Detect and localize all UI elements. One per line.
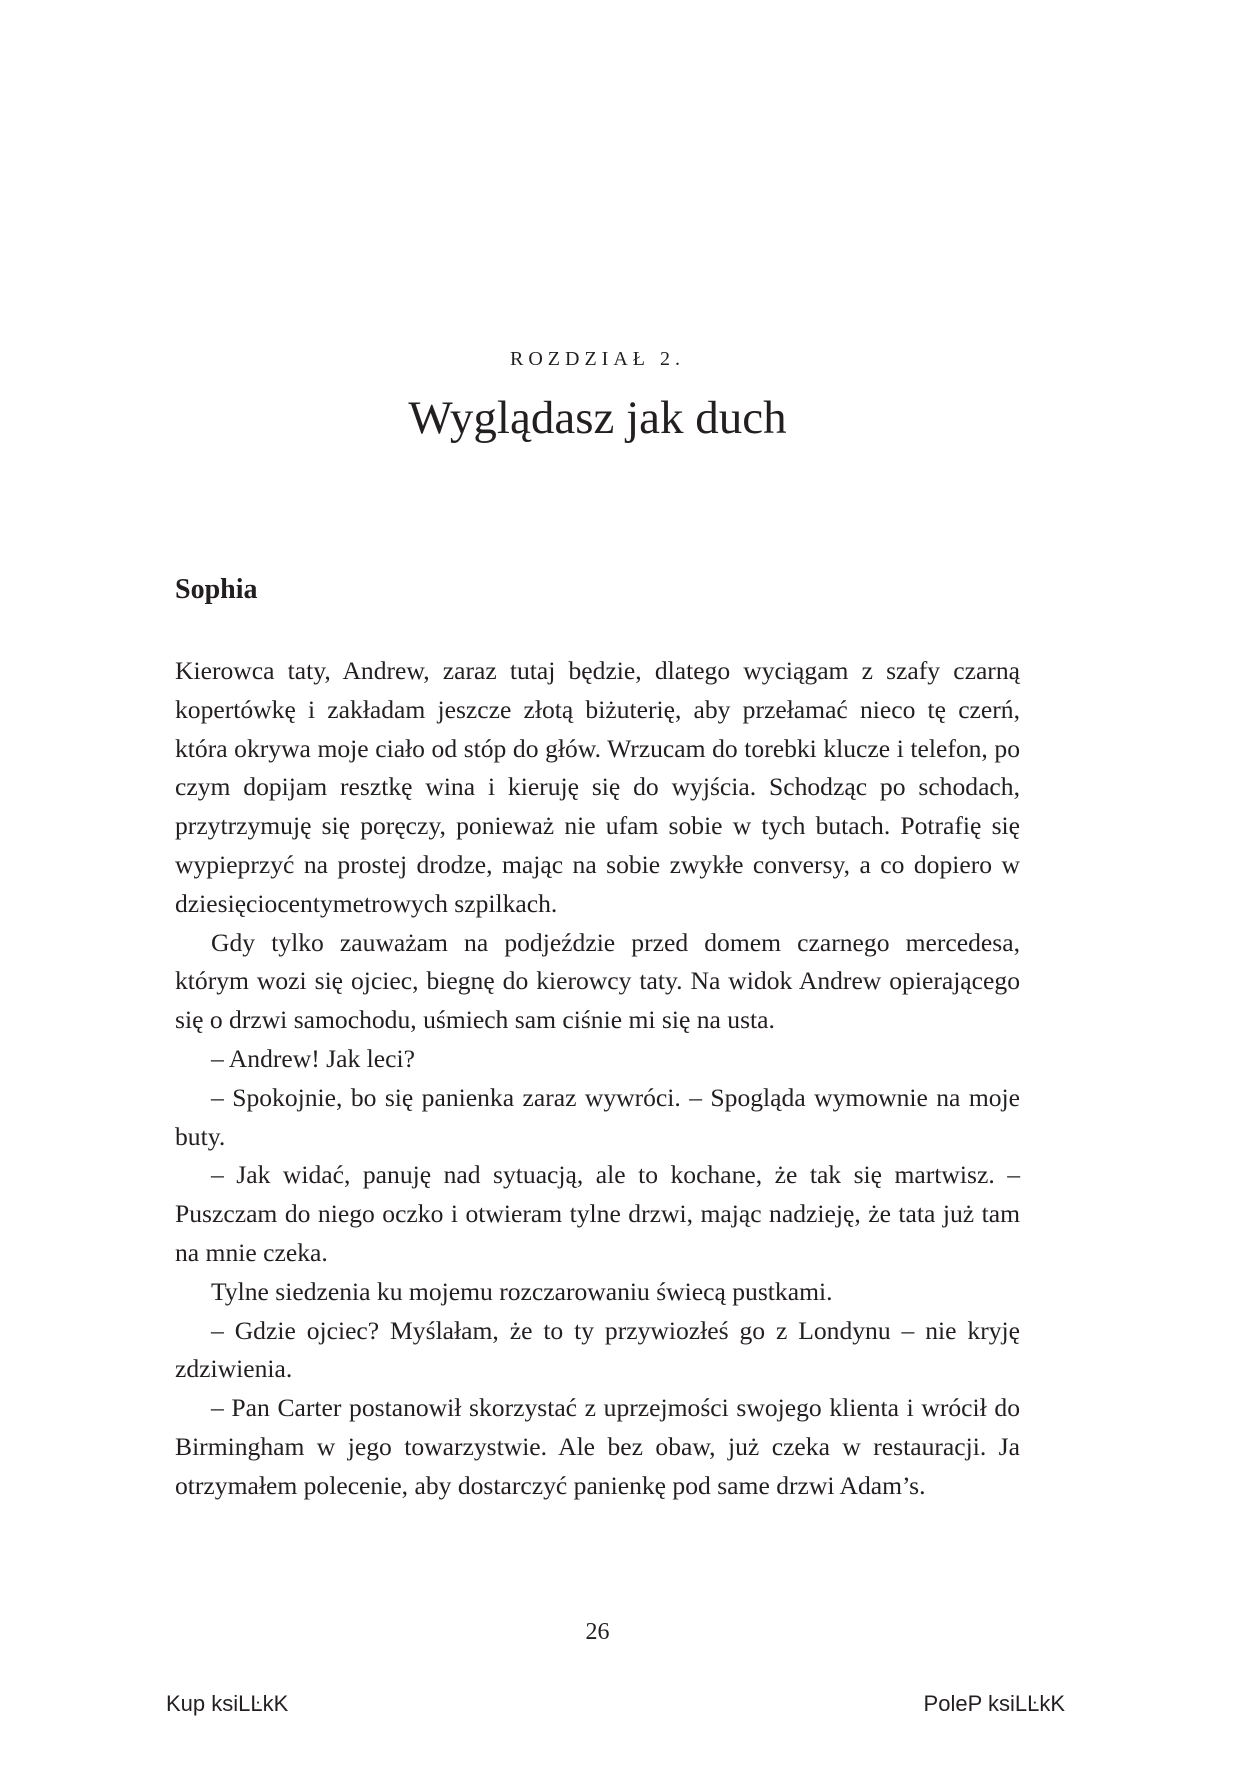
body-text <box>175 652 1020 1506</box>
narrator-heading: Sophia <box>175 574 258 605</box>
paragraph: Gdy tylko zauważam na podjeździe przed domem czarnego mercedesa, którym wozi się ojciec, biegnę do kierowcy taty. Na widok Andrew opierającego się o drzwi samochodu, uśmiech sam ciśnie mi się na usta. <box>175 927 1020 1035</box>
paragraph: – Gdzie ojciec? Myślałam, że to ty przywiozłeś go z Londynu – nie kryję zdziwienia. <box>175 1315 1020 1384</box>
paragraph: – Jak widać, panuję nad sytuacją, ale to kochane, że tak się martwisz. – Puszczam do niego oczko i otwieram tylne drzwi, mając nadzieję, że tata już tam na mnie czeka. <box>175 1160 1020 1267</box>
page-number: 26 <box>585 1619 610 1645</box>
paragraph: – Andrew! Jak leci? <box>211 1043 415 1073</box>
paragraph: Kierowca taty, Andrew, zaraz tutaj będzie, dlatego wyciągam z szafy czarną kopertówkę i zakładam jeszcze złotą biżuterię, aby przełamać nieco tę czerń, która okrywa moje ciało od stóp do głów. Wrzucam do torebki klucze i telefon, po czym dopijam resztkę wina i kieruję się do wyjścia. Schodząc po schodach, przytrzymuję się poręczy, ponieważ nie ufam sobie w tych butach. Potrafię się wypieprzyć na prostej drodze, mając na sobie zwykłe conversy, a co dopiero w dziesięciocentymetrowych szpilkach. <box>175 656 1020 918</box>
footer-recommend-book-link[interactable]: PoleP ksiLĿkK <box>923 1691 1065 1716</box>
chapter-title: Wyglądasz jak duch <box>408 392 787 444</box>
paragraph: – Pan Carter postanowił skorzystać z uprzejmości swojego klienta i wrócił do Birmingham w jego towarzystwie. Ale bez obaw, już czeka w restauracji. Ja otrzymałem polecenie, aby dostarczyć panienkę pod same drzwi Adam’s. <box>175 1393 1020 1500</box>
paragraph: – Spokojnie, bo się panienka zaraz wywróci. – Spogląda wymownie na moje buty. <box>175 1082 1020 1151</box>
paragraph: Tylne siedzenia ku mojemu rozczarowaniu świecą pustkami. <box>211 1276 833 1306</box>
chapter-label: ROZDZIAŁ 2. <box>510 348 685 370</box>
footer-buy-book-link[interactable]: Kup ksiLĿkK <box>166 1691 289 1716</box>
